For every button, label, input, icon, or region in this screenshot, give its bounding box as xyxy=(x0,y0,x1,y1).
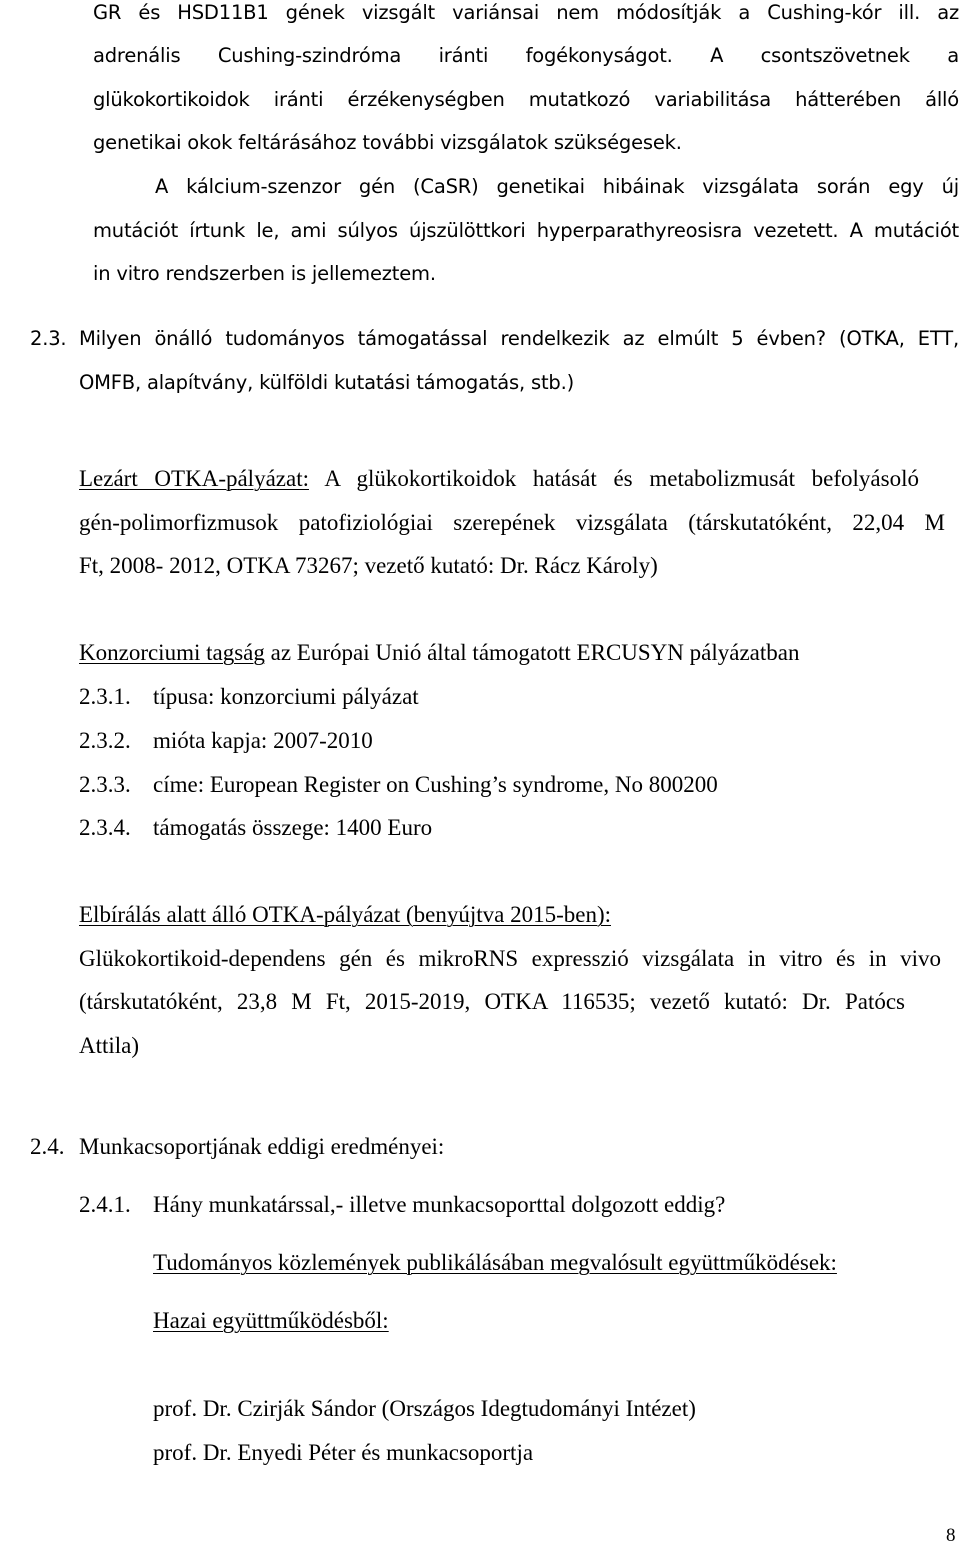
paragraph-1-line-2: adrenális Cushing-szindróma iránti fogékonyságot. A csontszövetnek a xyxy=(93,44,959,67)
consortium-item-2-text: mióta kapja: 2007-2010 xyxy=(153,728,373,753)
otka-pending-label: Elbírálás alatt álló OTKA-pályázat (benyújtva 2015-ben): xyxy=(79,902,611,927)
consortium-item-1-number: 2.3.1. xyxy=(79,684,131,709)
otka-closed-line-1 xyxy=(79,467,919,490)
section-2-3-question-line-1: Milyen önálló tudományos támogatással rendelkezik az elmúlt 5 évben? (OTKA, ETT, xyxy=(79,327,959,350)
otka-closed-line-1-text: A glükokortikoidok hatását és metabolizmusát befolyásoló xyxy=(308,466,919,491)
consortium-item-2-number: 2.3.2. xyxy=(79,728,131,753)
otka-closed-label: Lezárt OTKA-pályázat: xyxy=(79,466,309,491)
consortium-item-4-number: 2.3.4. xyxy=(79,815,131,840)
otka-pending-line-1: Glükokortikoid-dependens gén és mikroRNS expresszió vizsgálata in vitro és in vivo xyxy=(79,946,941,971)
otka-pending-line-2: (társkutatóként, 23,8 M Ft, 2015-2019, OTKA 116535; vezető kutató: Dr. Patócs xyxy=(79,989,905,1014)
section-2-4-1-number: 2.4.1. xyxy=(79,1192,131,1217)
paragraph-2-line-2: mutációt írtunk le, ami súlyos újszülöttkori hyperparathyreosisra vezetett. A mutációt xyxy=(93,219,959,242)
section-2-4-title: Munkacsoportjának eddigi eredményei: xyxy=(79,1134,445,1159)
page-number: 8 xyxy=(946,1525,956,1546)
consortium-line xyxy=(79,641,799,664)
person-2: prof. Dr. Enyedi Péter és munkacsoportja xyxy=(153,1440,534,1465)
consortium-item-4-text: támogatás összege: 1400 Euro xyxy=(153,815,433,840)
consortium-item-1-text: típusa: konzorciumi pályázat xyxy=(153,684,419,709)
paragraph-2-line-1: A kálcium-szenzor gén (CaSR) genetikai hibáinak vizsgálata során egy új xyxy=(155,175,959,198)
consortium-label: Konzorciumi tagság xyxy=(79,640,265,665)
section-2-4-1-title: Hány munkatárssal,- illetve munkacsoporttal dolgozott eddig? xyxy=(153,1192,726,1217)
paragraph-1-line-4: genetikai okok feltárásához további vizsgálatok szükségesek. xyxy=(93,131,682,154)
paragraph-1-line-1: GR és HSD11B1 gének vizsgált variánsai nem módosítják a Cushing-kór ill. az xyxy=(93,1,959,24)
domestic-cooperation-heading: Hazai együttműködésből: xyxy=(153,1308,389,1333)
consortium-item-3-text: címe: European Register on Cushing’s syndrome, No 800200 xyxy=(153,772,718,797)
otka-closed-line-3: Ft, 2008- 2012, OTKA 73267; vezető kutató: Dr. Rácz Károly) xyxy=(79,553,658,578)
person-1: prof. Dr. Czirják Sándor (Országos Idegtudományi Intézet) xyxy=(153,1396,696,1421)
section-2-3-number: 2.3. xyxy=(30,327,67,350)
paragraph-2-line-3: in vitro rendszerben is jellemeztem. xyxy=(93,262,436,285)
otka-closed-line-2: gén-polimorfizmusok patofiziológiai szerepének vizsgálata (társkutatóként, 22,04 M xyxy=(79,510,945,535)
consortium-item-3-number: 2.3.3. xyxy=(79,772,131,797)
otka-pending-line-3: Attila) xyxy=(79,1033,140,1058)
paragraph-1-line-3: glükokortikoidok iránti érzékenységben mutatkozó variabilitása hátterében álló xyxy=(93,88,959,111)
publication-cooperation-heading: Tudományos közlemények publikálásában megvalósult együttműködések: xyxy=(153,1250,837,1275)
section-2-4-number: 2.4. xyxy=(30,1134,65,1159)
consortium-text: az Európai Unió által támogatott ERCUSYN pályázatban xyxy=(264,640,800,665)
section-2-3-question-line-2: OMFB, alapítvány, külföldi kutatási támogatás, stb.) xyxy=(79,371,574,394)
